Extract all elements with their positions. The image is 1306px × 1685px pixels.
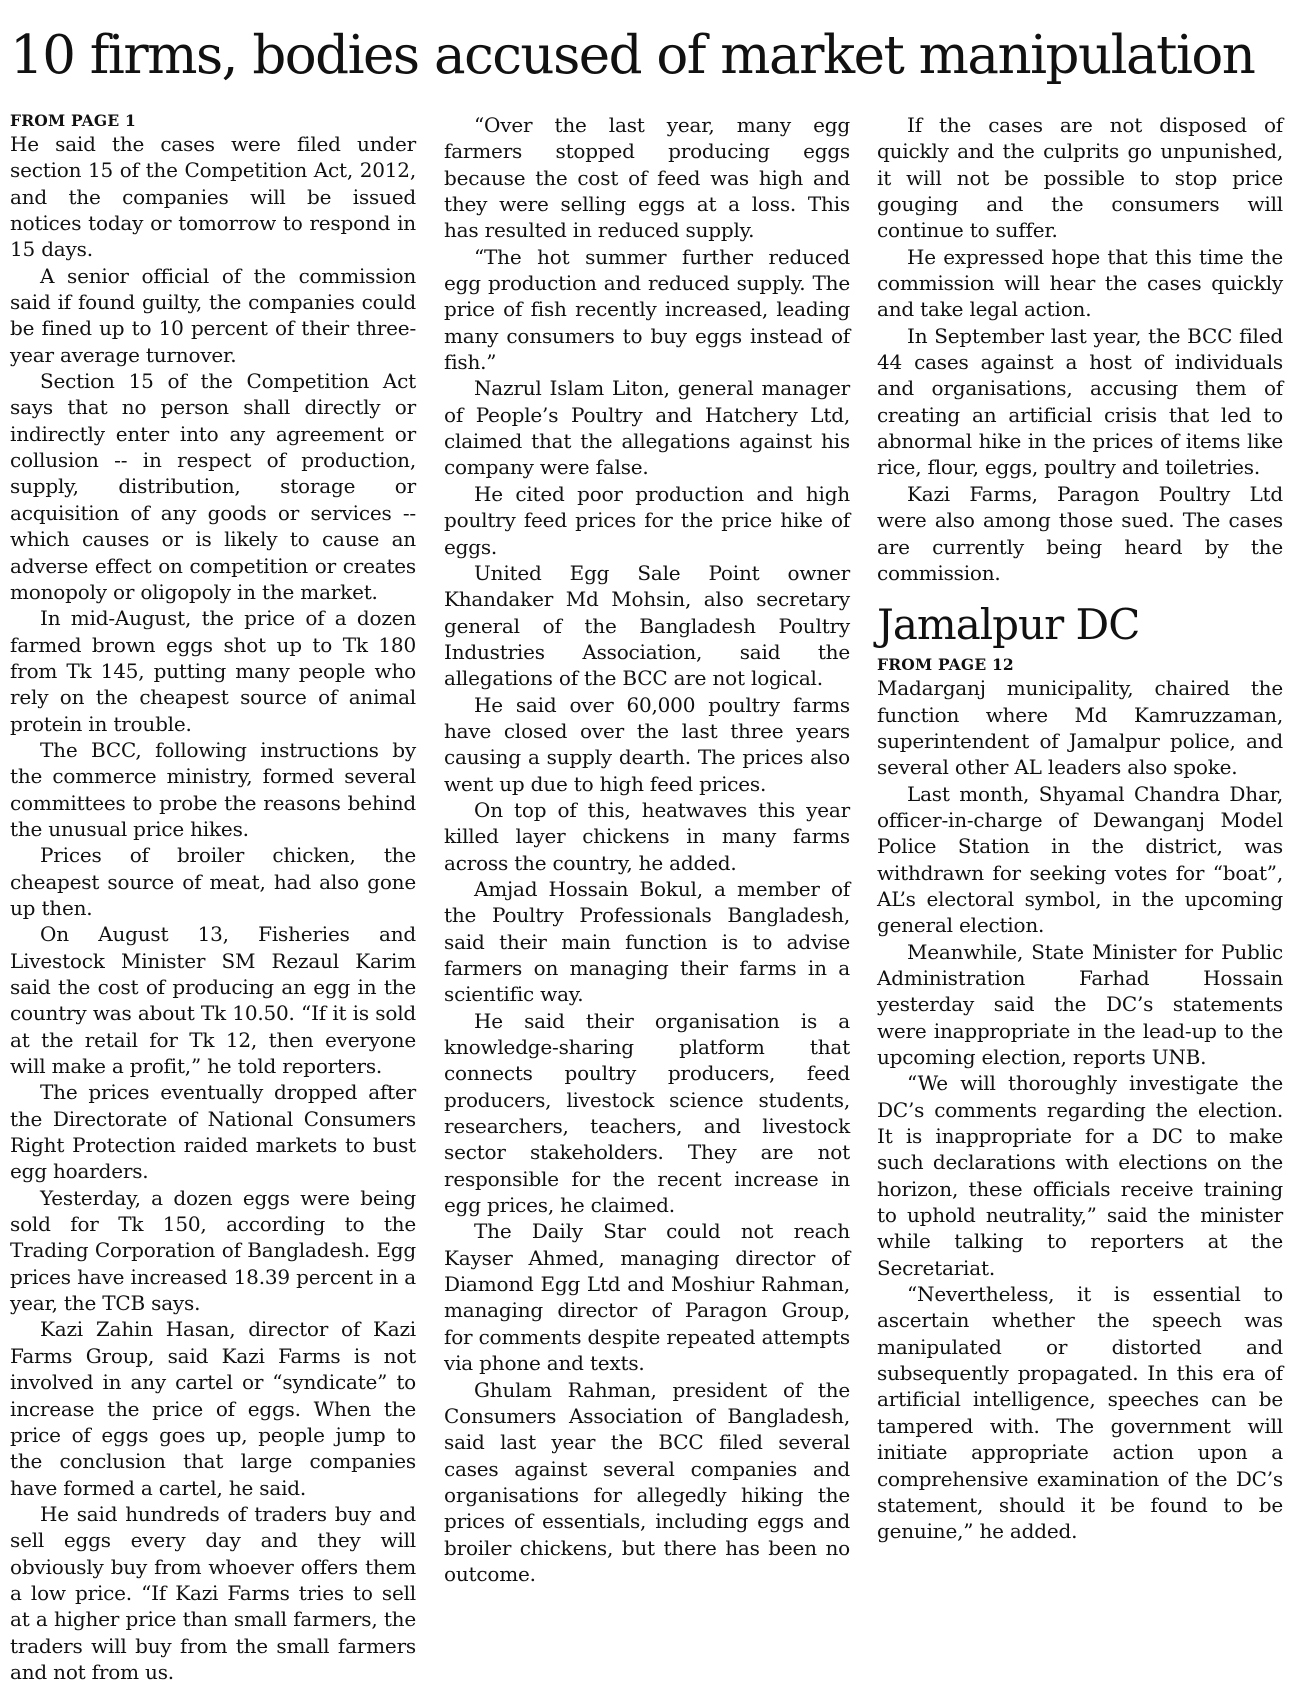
- paragraph: Meanwhile, State Minister for Public Administration Farhad Hossain yesterday said the DC’s statements were inappropriate in the lead-up to the upcoming election, reports UNB.: [877, 939, 1283, 1069]
- paragraph: “Nevertheless, it is essential to ascertain whether the speech was manipulated or distorted and subsequently propagated. In this era of artificial intelligence, speeches can be tampered with. The government will initiate appropriate action upon a comprehensive examination of the DC’s statement, should it be found to be genuine,” he added.: [877, 1282, 1283, 1544]
- paragraph: A senior official of the commission said if found guilty, the companies could be fined up to 10 percent of their three-year average turnover.: [10, 263, 416, 367]
- column-3: [877, 112, 1283, 1648]
- paragraph: Amjad Hossain Bokul, a member of the Poultry Professionals Bangladesh, said their main function is to advise farmers on managing their farms in a scientific way.: [444, 876, 850, 1007]
- paragraph: Kazi Zahin Hasan, director of Kazi Farms Group, said Kazi Farms is not involved in any cartel or “syndicate” to increase the price of eggs. When the price of eggs goes up, people jump to the conclusion that large companies have formed a cartel, he said.: [10, 1317, 416, 1500]
- story2-headline: Jamalpur DC: [877, 600, 1140, 650]
- paragraph: He expressed hope that this time the commission will hear the cases quickly and take legal action.: [877, 244, 1283, 322]
- paragraph: He said over 60,000 poultry farms have closed over the last three years causing a supply dearth. The prices also went up due to high feed prices.: [444, 692, 850, 796]
- paragraph: On top of this, heatwaves this year killed layer chickens in many farms across the country, he added.: [444, 797, 850, 875]
- paragraph: He said the cases were filed under section 15 of the Competition Act, 2012, and the companies will be issued notices today or tomorrow to respond in 15 days.: [10, 132, 416, 262]
- paragraph: Last month, Shyamal Chandra Dhar, officer-in-charge of Dewanganj Model Police Station in the district, was withdrawn for seeking votes for “boat”, AL’s electoral symbol, in the upcoming general election.: [877, 781, 1283, 938]
- paragraph: The Daily Star could not reach Kayser Ahmed, managing director of Diamond Egg Ltd and Moshiur Rahman, managing director of Paragon Group, for comments despite repeated attempts via phone and texts.: [444, 1219, 850, 1376]
- paragraph: United Egg Sale Point owner Khandaker Md Mohsin, also secretary general of the Bangladesh Poultry Industries Association, said the allegations of the BCC are not logical.: [444, 560, 850, 691]
- paragraph: Section 15 of the Competition Act says that no person shall directly or indirectly enter into any agreement or collusion -- in respect of production, supply, distribution, storage or acquisition of any goods or services -- which causes or is likely to cause an adverse effect on competition or creates monopoly or oligopoly in the market.: [10, 369, 416, 604]
- story2-kicker: FROM PAGE 12: [877, 655, 1014, 675]
- paragraph: “The hot summer further reduced egg production and reduced supply. The price of fish recently increased, leading many consumers to buy eggs instead of fish.”: [444, 244, 850, 375]
- paragraph: In September last year, the BCC filed 44 cases against a host of individuals and organisations, accusing them of creating an artificial crisis that led to abnormal hike in the prices of items like rice, flour, eggs, poultry and toiletries.: [877, 323, 1283, 480]
- paragraph: Ghulam Rahman, president of the Consumers Association of Bangladesh, said last year the BCC filed several cases against several companies and organisations for allegedly hiking the prices of essentials, including eggs and broiler chickens, but there has been no outcome.: [444, 1377, 850, 1586]
- paragraph: Prices of broiler chicken, the cheapest source of meat, had also gone up then.: [10, 843, 416, 920]
- paragraph: “We will thoroughly investigate the DC’s comments regarding the election. It is inappropriate for a DC to make such declarations with elections on the horizon, these officials receive training to uphold neutrality,” said the minister while talking to reporters at the Secretariat.: [877, 1071, 1283, 1280]
- paragraph: Nazrul Islam Liton, general manager of People’s Poultry and Hatchery Ltd, claimed that the allegations against his company were false.: [444, 376, 850, 480]
- paragraph: He said their organisation is a knowledge-sharing platform that connects poultry producers, feed producers, livestock science students, researchers, teachers, and livestock sector stakeholders. They are not responsible for the recent increase in egg prices, he claimed.: [444, 1008, 850, 1218]
- column-1: [10, 111, 416, 1684]
- paragraph: The prices eventually dropped after the Directorate of National Consumers Right Protection raided markets to bust egg hoarders.: [10, 1080, 416, 1184]
- article-headline: 10 firms, bodies accused of market manipulation: [10, 25, 1255, 86]
- paragraph: In mid-August, the price of a dozen farmed brown eggs shot up to Tk 180 from Tk 145, putting many people who rely on the cheapest source of animal protein in trouble.: [10, 606, 416, 736]
- paragraph: Yesterday, a dozen eggs were being sold for Tk 150, according to the Trading Corporation of Bangladesh. Egg prices have increased 18.39 percent in a year, the TCB says.: [10, 1185, 416, 1316]
- paragraph: If the cases are not disposed of quickly and the culprits go unpunished, it will not be possible to stop price gouging and the consumers will continue to suffer.: [877, 113, 1283, 243]
- paragraph: Kazi Farms, Paragon Poultry Ltd were also among those sued. The cases are currently being heard by the commission.: [877, 481, 1283, 585]
- paragraph: Madarganj municipality, chaired the function where Md Kamruzzaman, superintendent of Jamalpur police, and several other AL leaders also spoke.: [877, 676, 1283, 780]
- paragraph: He said hundreds of traders buy and sell eggs every day and they will obviously buy from whoever offers them a low price. “If Kazi Farms tries to sell at a higher price than small farmers, the traders will buy from the small farmers and not from us.: [10, 1501, 416, 1684]
- paragraph: He cited poor production and high poultry feed prices for the price hike of eggs.: [444, 481, 850, 559]
- paragraph: The BCC, following instructions by the commerce ministry, formed several committees to probe the reasons behind the unusual price hikes.: [10, 737, 416, 841]
- column-2: [444, 112, 850, 1648]
- paragraph: “Over the last year, many egg farmers stopped producing eggs because the cost of feed was high and they were selling eggs at a loss. This has resulted in reduced supply.: [444, 113, 850, 243]
- article-kicker: FROM PAGE 1: [10, 111, 136, 130]
- paragraph: On August 13, Fisheries and Livestock Minister SM Rezaul Karim said the cost of producing an egg in the country was about Tk 10.50. “If it is sold at the retail for Tk 12, then everyone will make a profit,” he told reporters.: [10, 922, 416, 1079]
